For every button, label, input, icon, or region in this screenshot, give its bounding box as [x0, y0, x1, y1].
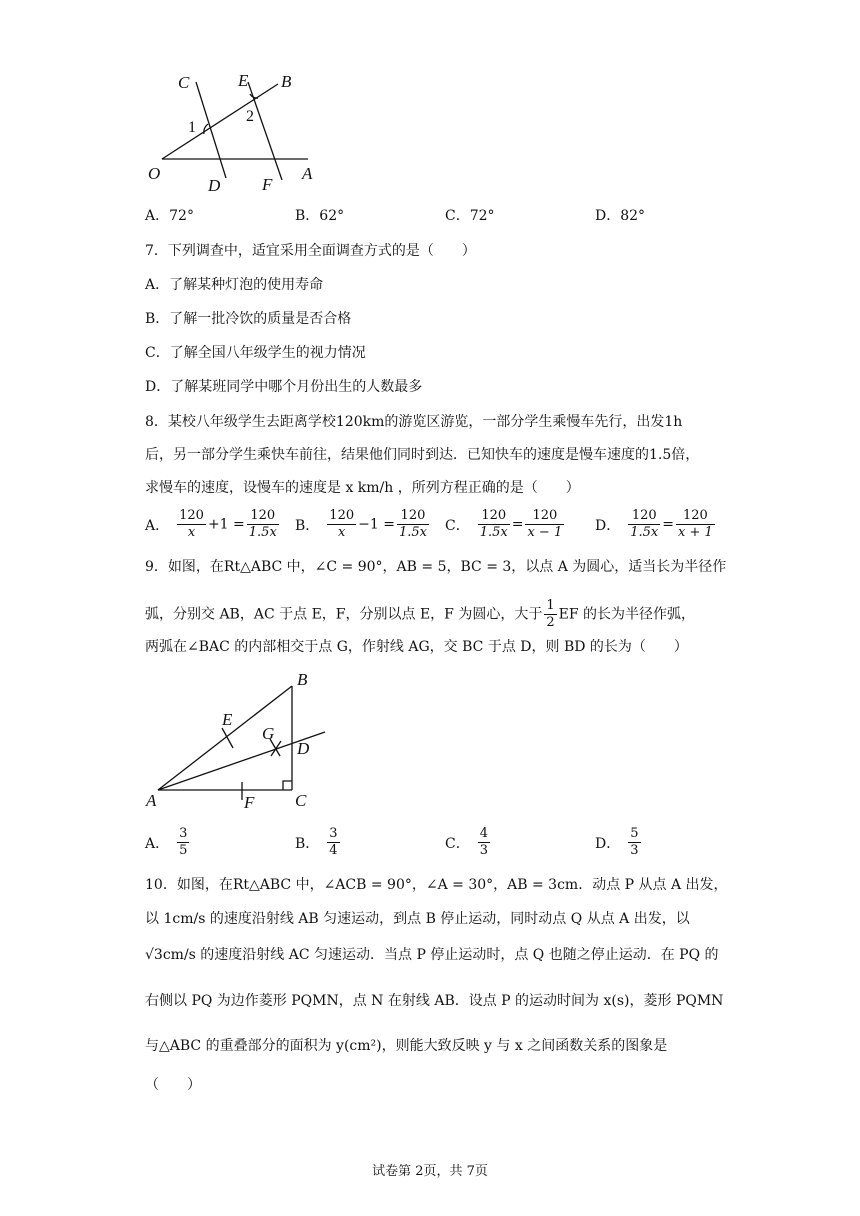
q7-option-c[interactable]: C．了解全国八年级学生的视力情况: [145, 345, 366, 361]
q8-option-b-num-1: 120: [329, 508, 355, 523]
q9-right-angle-mark: [283, 781, 292, 790]
q9-option-b-num: 3: [329, 826, 338, 841]
q6-option-c-letter: C．: [445, 208, 470, 224]
q9-option-c[interactable]: [445, 826, 492, 859]
q8-line-1: 8．某校八年级学生去距离学校120km的游览区游览，一部分学生乘慢车先行，出发1h: [145, 414, 683, 430]
q6-label-d: D: [208, 176, 221, 195]
q9-arc-mark-e: [222, 728, 233, 748]
q8-option-c-num-2: 120: [525, 508, 564, 525]
q6-option-d[interactable]: [595, 207, 645, 225]
q8-option-d-letter: D．: [595, 517, 621, 534]
q9-option-d-frac: [628, 826, 640, 859]
q10-line-1: 10．如图，在Rt△ABC 中，∠ACB = 90°，∠A = 30°，AB = 3cm．动点 P 从点 A 出发，: [145, 877, 728, 893]
q8-option-d-den-1: 1.5x: [630, 525, 659, 540]
q8-option-c-frac-1: [478, 508, 510, 541]
q8-option-c-den-1: 1.5x: [479, 525, 508, 540]
q8-option-b-letter: B．: [295, 517, 320, 534]
q10-line-6: （ ）: [145, 1077, 201, 1093]
q8-option-a-num-2: 120: [247, 508, 279, 525]
q8-option-c[interactable]: [445, 508, 566, 541]
q8-option-d-frac-1: [628, 508, 660, 541]
q6-line-cd: [196, 82, 226, 178]
q6-option-a[interactable]: [145, 207, 194, 225]
q9-half-num: 1: [546, 598, 555, 613]
q9-label-b: B: [297, 670, 308, 689]
q9-option-a[interactable]: [145, 826, 191, 859]
q9-option-a-letter: A．: [145, 835, 170, 852]
q6-label-c: C: [178, 73, 190, 92]
q6-option-c-text: 72°: [469, 208, 495, 224]
q9-option-c-den: 3: [479, 843, 488, 858]
q6-label-angle-1: 1: [188, 119, 196, 136]
q8-option-a[interactable]: [145, 508, 281, 541]
q8-option-a-den-2: 1.5x: [248, 525, 277, 540]
q8-option-b-num-2: 120: [397, 508, 429, 525]
q9-option-a-num: 3: [179, 826, 188, 841]
q9-line-2a: 弧，分别交 AB，AC 于点 E，F，分别以点 E，F 为圆心，大于: [145, 606, 543, 623]
q9-option-d-num: 5: [630, 826, 639, 841]
q10-line-3: √3cm/s 的速度沿射线 AC 匀速运动．当点 P 停止运动时，点 Q 也随之停止运动．在 PQ 的: [145, 947, 719, 963]
q9-line-1: 9．如图，在Rt△ABC 中，∠C = 90°，AB = 5，BC = 3，以点 A 为圆心，适当长为半径作: [145, 559, 727, 575]
q9-option-d-letter: D．: [595, 835, 621, 852]
q9-option-d[interactable]: [595, 826, 643, 859]
q6-angle-2-arc: [250, 94, 258, 98]
q6-option-a-letter: A．: [145, 208, 170, 224]
q7-stem: 7．下列调查中，适宜采用全面调查方式的是（ ）: [145, 243, 476, 259]
q8-option-d-mid: =: [662, 516, 674, 533]
q8-option-b-den-1: x: [338, 525, 346, 540]
q6-label-f: F: [262, 175, 273, 194]
q8-option-a-num-1: 120: [179, 508, 204, 523]
q8-option-c-frac-2: [525, 508, 564, 541]
q8-option-c-mid: =: [511, 516, 524, 533]
q9-half-den: 2: [546, 615, 555, 630]
q6-option-b[interactable]: [295, 207, 344, 225]
q6-line-ob: [162, 84, 278, 159]
q8-option-d[interactable]: [595, 508, 717, 541]
q6-option-b-text: 62°: [319, 208, 345, 224]
q7-option-d[interactable]: D．了解某班同学中哪个月份出生的人数最多: [145, 379, 423, 395]
q8-option-a-frac-1: [177, 508, 206, 541]
q9-option-b[interactable]: [295, 826, 342, 859]
q9-option-b-frac: [327, 826, 339, 859]
q9-half-frac: [544, 598, 556, 631]
q8-option-d-den-2: x + 1: [677, 525, 713, 540]
q9-line-3: 两弧在∠BAC 的内部相交于点 G，作射线 AG，交 BC 于点 D，则 BD 的长为（ ）: [145, 639, 688, 655]
q8-option-c-letter: C．: [445, 517, 470, 534]
q8-option-d-num-1: 120: [628, 508, 660, 525]
q6-option-d-letter: D．: [595, 208, 621, 224]
q9-option-c-letter: C．: [445, 835, 470, 852]
q8-option-b-mid: −1 =: [358, 516, 395, 533]
q9-label-g: G: [262, 724, 275, 743]
q8-line-2: 后，另一部分学生乘快车前往，结果他们同时到达．已知快车的速度是慢车速度的1.5倍，: [145, 447, 700, 463]
q9-label-e: E: [222, 710, 233, 729]
q9-label-a: A: [146, 791, 157, 810]
q6-option-a-text: 72°: [169, 208, 194, 224]
q6-label-o: O: [148, 164, 161, 183]
q9-option-b-den: 4: [329, 843, 338, 858]
q8-option-a-frac-2: [247, 508, 279, 541]
q8-option-b-frac-2: [397, 508, 429, 541]
q6-label-angle-2: 2: [246, 108, 254, 125]
q9-option-a-den: 5: [179, 843, 188, 858]
q7-option-b[interactable]: B．了解一批冷饮的质量是否合格: [145, 311, 352, 327]
page-footer: 试卷第 2页，共 7页: [372, 1164, 488, 1179]
q9-option-c-frac: [478, 826, 490, 859]
q8-option-c-num-1: 120: [478, 508, 510, 525]
q6-option-d-text: 82°: [620, 208, 646, 224]
q7-option-a[interactable]: A．了解某种灯泡的使用寿命: [145, 277, 324, 293]
q9-option-a-frac: [177, 826, 189, 859]
q8-option-b[interactable]: [295, 508, 431, 541]
q9-label-d: D: [297, 739, 310, 758]
q9-label-f: F: [244, 793, 255, 812]
q9-option-d-den: 3: [630, 843, 639, 858]
q9-option-b-letter: B．: [295, 835, 320, 852]
q9-option-c-num: 4: [479, 826, 488, 841]
q9-line-2: [145, 598, 695, 631]
q6-option-b-letter: B．: [295, 208, 320, 224]
q8-option-b-den-2: 1.5x: [398, 525, 427, 540]
q10-line-2: 以 1cm/s 的速度沿射线 AB 匀速运动，到点 B 停止运动，同时动点 Q 从点 A 出发，以: [145, 911, 690, 927]
q8-option-a-mid: +1 =: [207, 516, 245, 533]
q10-line-5: 与△ABC 的重叠部分的面积为 y(cm²)，则能大致反映 y 与 x 之间函数关系的图象是: [145, 1038, 668, 1054]
q8-option-a-den-1: x: [187, 525, 196, 540]
q8-option-a-letter: A．: [145, 517, 170, 534]
q8-option-c-den-2: x − 1: [527, 525, 563, 540]
q6-option-c[interactable]: [445, 207, 495, 225]
q6-label-b: B: [281, 72, 292, 91]
q9-line-2b: EF 的长为半径作弧，: [558, 606, 696, 623]
q8-line-3: 求慢车的速度，设慢车的速度是 x km/h ，所列方程正确的是（ ）: [145, 480, 580, 496]
q8-option-d-frac-2: [676, 508, 715, 541]
q6-label-a: A: [302, 164, 313, 183]
q9-figure: [140, 668, 340, 818]
q9-label-c: C: [295, 791, 307, 810]
q6-label-e: E: [238, 71, 249, 90]
q6-figure: [140, 66, 330, 196]
q10-line-4: 右侧以 PQ 为边作菱形 PQMN，点 N 在射线 AB．设点 P 的运动时间为 x(s)，菱形 PQMN: [145, 993, 724, 1009]
q8-option-b-frac-1: [327, 508, 356, 541]
q8-option-d-num-2: 120: [676, 508, 715, 525]
